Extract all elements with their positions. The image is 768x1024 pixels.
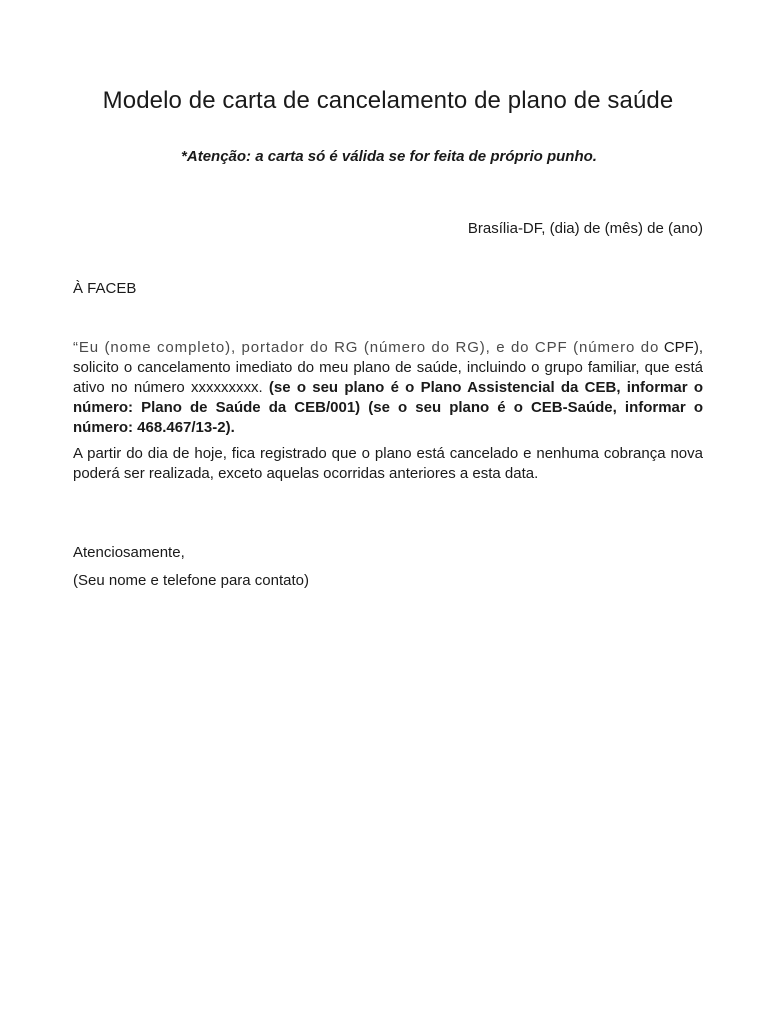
request-paragraph-text: CPF), solicito o cancelamento imediato do meu plano de saúde, incluindo o grupo familiar, que está ativo no número xxxxxxxxx. <box>73 339 703 396</box>
cancellation-paragraph: A partir do dia de hoje, fica registrado que o plano está cancelado e nenhuma cobrança nova poderá ser realizada, exceto aquelas ocorridas anteriores a esta data. <box>73 445 703 482</box>
validity-notice: *Atenção: a carta só é válida se for feita de próprio punho. <box>181 148 597 165</box>
request-paragraph-lead: “Eu (nome completo), portador do RG (número do RG), e do CPF (número do <box>73 339 660 356</box>
place-date-line: Brasília-DF, (dia) de (mês) de (ano) <box>467 220 703 237</box>
request-paragraph <box>73 338 703 438</box>
plan-number-instructions: (se o seu plano é o Plano Assistencial da CEB, informar o número: Plano de Saúde da CEB/001) (se o seu plano é o CEB-Saúde, informar o número: 468.467/13-2). <box>73 379 703 436</box>
recipient-line: À FACEB <box>73 280 137 297</box>
closing-line: Atenciosamente, <box>73 544 185 561</box>
document-title: Modelo de carta de cancelamento de plano de saúde <box>102 87 674 114</box>
signature-line: (Seu nome e telefone para contato) <box>73 572 309 589</box>
